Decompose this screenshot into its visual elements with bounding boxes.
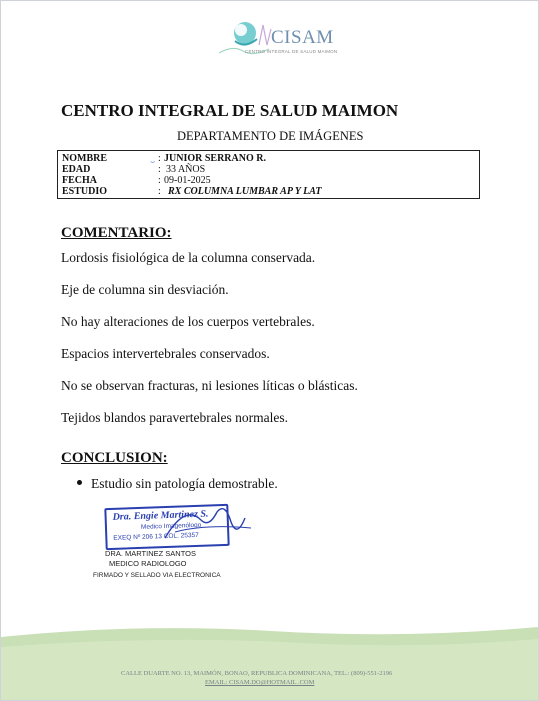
department-name: DEPARTAMENTO DE IMÁGENES <box>177 129 364 143</box>
comment-line: No se observan fracturas, ni lesiones líticas o blásticas. <box>61 378 358 393</box>
info-value: JUNIOR SERRANO R. <box>164 153 266 164</box>
info-value: RX COLUMNA LUMBAR AP Y LAT <box>168 186 322 197</box>
page-title: CENTRO INTEGRAL DE SALUD MAIMON <box>61 101 399 120</box>
stamp-exeq: EXEQ Nº 206 13 COL. 25357 <box>113 531 199 542</box>
footer-wave <box>1 621 538 701</box>
info-separator: : <box>158 153 161 164</box>
comment-line: Espacios intervertebrales conservados. <box>61 346 270 361</box>
info-label: FECHA <box>62 175 97 186</box>
info-separator: : <box>158 164 161 175</box>
handwritten-signature-icon <box>105 498 255 550</box>
info-separator: : <box>158 186 161 197</box>
info-label: EDAD <box>62 164 91 175</box>
patient-info-box <box>57 150 480 199</box>
info-value: 33 AÑOS <box>166 164 206 175</box>
footer-email: EMAIL: CISAM.DO@HOTMAIL .COM <box>205 679 315 686</box>
comment-line: Eje de columna sin desviación. <box>61 282 229 297</box>
doctor-name: DRA. MARTINEZ SANTOS <box>105 549 196 558</box>
info-value: 09-01-2025 <box>164 175 211 186</box>
comment-line: Lordosis fisiológica de la columna conservada. <box>61 250 316 265</box>
logo-text: CISAM <box>271 27 334 48</box>
comment-heading: COMENTARIO: <box>61 225 172 241</box>
doctor-info <box>105 549 196 569</box>
stamp-role: Medico Imagenólogo <box>140 521 202 531</box>
bullet-icon <box>77 480 82 485</box>
conclusion-item <box>77 476 278 492</box>
comment-line: Tejidos blandos paravertebrales normales. <box>61 410 288 425</box>
info-label: NOMBRE <box>62 153 107 164</box>
conclusion-text: Estudio sin patología demostrable. <box>91 476 278 491</box>
logo-subtext: CENTRO INTEGRAL DE SALUD MAIMON <box>245 49 338 54</box>
conclusion-heading: CONCLUSION: <box>61 450 168 466</box>
doctor-title: MEDICO RADIOLOGO <box>109 559 187 568</box>
stamp-name: Dra. Engie Martinez S. <box>112 508 209 523</box>
footer-address: CALLE DUARTE NO. 13, MAIMÓN, BONAO, REPUBLICA DOMINICANA, TEL.: (809)-551-2196 <box>121 670 393 677</box>
spellcheck-mark-icon: ⌣ <box>150 157 156 166</box>
info-label: ESTUDIO <box>62 186 108 197</box>
signed-note: FIRMADO Y SELLADO VIA ELECTRONICA <box>93 572 221 579</box>
comment-line: No hay alteraciones de los cuerpos vertebrales. <box>61 314 315 329</box>
info-separator: : <box>158 175 161 186</box>
